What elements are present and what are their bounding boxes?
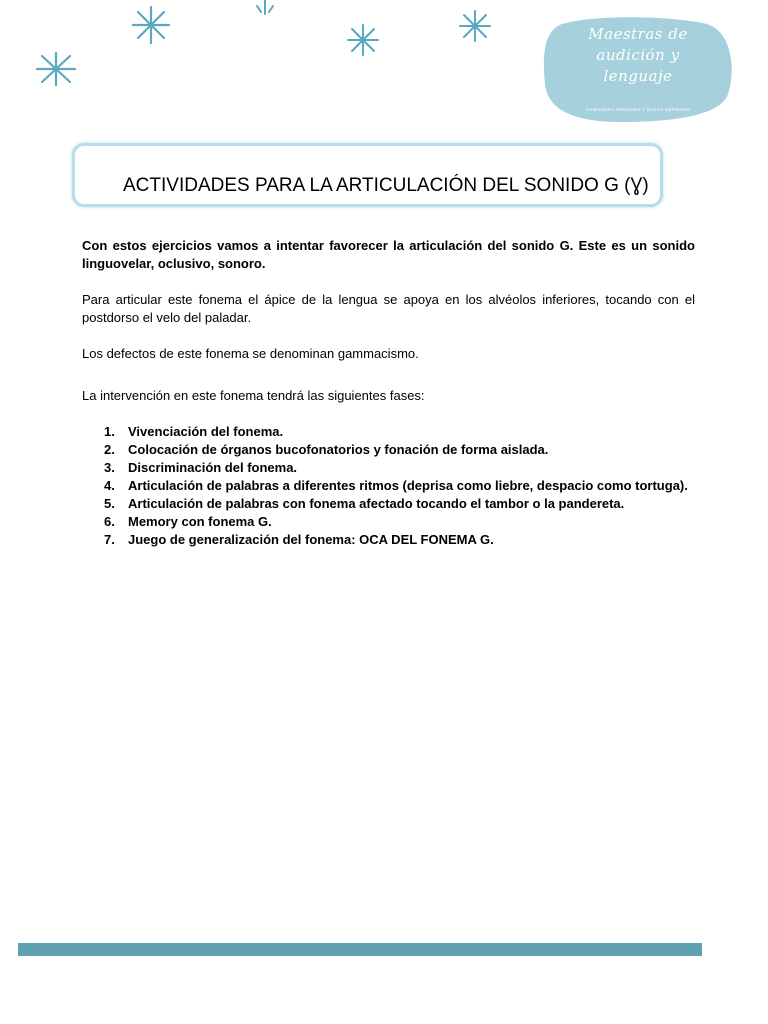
- snowflake-icon: [458, 9, 492, 43]
- list-item-number: 5.: [104, 496, 115, 511]
- list-item-text: Colocación de órganos bucofonatorios y fonación de forma aislada.: [128, 442, 549, 457]
- list-item-number: 2.: [104, 442, 115, 457]
- snowflake-icon: [130, 4, 172, 46]
- list-item: [82, 513, 695, 531]
- list-item: [82, 531, 695, 549]
- list-item-text: Juego de generalización del fonema: OCA DEL FONEMA G.: [128, 532, 494, 547]
- footer-bar: [18, 943, 702, 956]
- list-item-text: Articulación de palabras a diferentes ritmos (deprisa como liebre, despacio como tortuga).: [128, 478, 688, 493]
- list-item-number: 6.: [104, 514, 115, 529]
- snowflake-icon: [34, 51, 78, 87]
- snowflake-icon: [346, 23, 380, 57]
- intro-paragraph: Con estos ejercicios vamos a intentar favorecer la articulación del sonido G. Este es un sonido linguovelar, oclusivo, sonoro.: [82, 238, 695, 271]
- logo-line-3: lenguaje: [603, 67, 673, 85]
- list-item-text: Vivenciación del fonema.: [128, 424, 284, 439]
- snowflake-icon: [252, 0, 278, 18]
- document-body: [82, 237, 695, 549]
- list-item: [82, 495, 695, 513]
- list-item-number: 3.: [104, 460, 115, 475]
- list-item-number: 1.: [104, 424, 115, 439]
- articulation-paragraph: Para articular este fonema el ápice de la lengua se apoya en los alvéolos inferiores, tocando con el postdorso el velo del paladar.: [82, 292, 695, 325]
- defects-paragraph: Los defectos de este fonema se denominan gammacismo.: [82, 346, 419, 361]
- logo-line-2: audición y: [596, 46, 680, 64]
- phase-list: [82, 423, 695, 549]
- phases-intro: La intervención en este fonema tendrá las siguientes fases:: [82, 388, 425, 403]
- logo-subtitle: AUMUDENA VERGARA Y ELENA SERRANO: [585, 107, 691, 112]
- list-item: [82, 459, 695, 477]
- page-title: ACTIVIDADES PARA LA ARTICULACIÓN DEL SONIDO G (Ɣ): [123, 175, 649, 196]
- list-item-number: 4.: [104, 478, 115, 493]
- list-item: [82, 423, 695, 441]
- title-box: [72, 143, 663, 207]
- logo-line-1: Maestras de: [588, 25, 688, 43]
- list-item: [82, 441, 695, 459]
- list-item-text: Memory con fonema G.: [128, 514, 272, 529]
- list-item-number: 7.: [104, 532, 115, 547]
- list-item-text: Discriminación del fonema.: [128, 460, 298, 475]
- list-item-text: Articulación de palabras con fonema afectado tocando el tambor o la pandereta.: [128, 496, 625, 511]
- logo: [542, 14, 734, 124]
- list-item: [82, 477, 695, 495]
